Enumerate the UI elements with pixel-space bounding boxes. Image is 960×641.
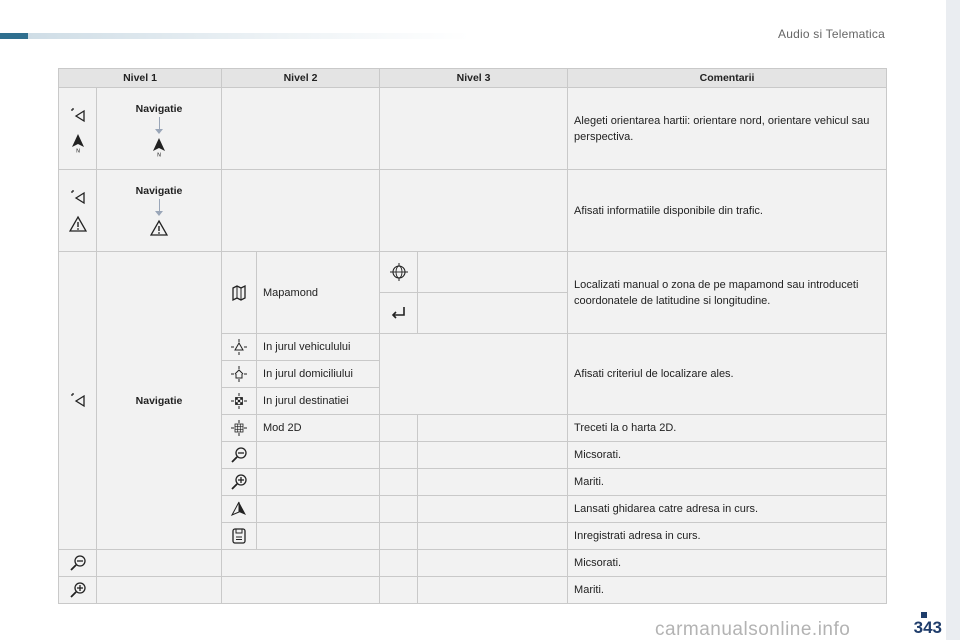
- level3-empty-cell: [380, 496, 418, 523]
- level2-empty-cell: [257, 496, 380, 523]
- level3-empty-cell: [418, 442, 568, 469]
- comment-cell: Afisati criteriul de localizare ales.: [568, 334, 887, 415]
- enter-icon-cell: [380, 293, 418, 334]
- header-comentarii: Comentarii: [568, 69, 887, 88]
- side-strip: [946, 0, 960, 640]
- save-floppy-icon[interactable]: [230, 527, 248, 545]
- watermark: carmanualsonline.info: [655, 619, 851, 640]
- destination-flag-icon[interactable]: [230, 392, 248, 410]
- level2-empty-cell: [222, 170, 380, 252]
- comment-cell: Localizati manual o zona de pe mapamond sau introduceti coordonatele de latitudine si longitudine.: [568, 252, 887, 334]
- svg-text:N: N: [157, 152, 161, 157]
- home-crosshair-icon[interactable]: [230, 365, 248, 383]
- level3-empty-cell: [380, 442, 418, 469]
- arrow-down-icon: [155, 211, 163, 216]
- search-icon-cell: [222, 388, 257, 415]
- table-row: [59, 88, 887, 170]
- map-2d-icon[interactable]: [230, 419, 248, 437]
- zoom-icon-cell: [222, 469, 257, 496]
- mapamond-label: Mapamond: [257, 252, 380, 334]
- zoom-in-icon[interactable]: [69, 581, 87, 599]
- guidance-arrow-icon[interactable]: [230, 500, 248, 518]
- level3-empty-cell: [418, 496, 568, 523]
- level2-empty-cell: [257, 469, 380, 496]
- map-book-icon[interactable]: [230, 284, 248, 302]
- level3-empty-cell: [418, 252, 568, 293]
- navigation-arrow-icon[interactable]: [69, 107, 87, 125]
- comment-cell: Mariti.: [568, 577, 887, 604]
- table-header-row: [59, 69, 887, 88]
- header-accent-bar: [0, 33, 470, 39]
- guidance-icon-cell: [222, 496, 257, 523]
- navigation-arrow-icon[interactable]: [69, 189, 87, 207]
- level3-empty-cell: [380, 523, 418, 550]
- zoom-in-icon[interactable]: [230, 473, 248, 491]
- level3-empty-cell: [418, 415, 568, 442]
- comment-cell: Treceti la o harta 2D.: [568, 415, 887, 442]
- comment-cell: Micsorati.: [568, 550, 887, 577]
- comment-cell: Lansati ghidarea catre adresa in curs.: [568, 496, 887, 523]
- globe-icon-cell: [380, 252, 418, 293]
- globe-crosshair-icon[interactable]: [390, 263, 408, 281]
- traffic-warning-icon: [150, 219, 168, 237]
- level1-cell: [59, 252, 97, 550]
- table-row: [59, 170, 887, 252]
- north-up-icon[interactable]: [69, 133, 87, 151]
- level3-empty-cell: [380, 469, 418, 496]
- level2-cell: [97, 252, 222, 550]
- level2-empty-cell: [257, 523, 380, 550]
- header-nivel-2: Nivel 2: [222, 69, 380, 88]
- table-row: [59, 252, 887, 293]
- level2-empty-cell: [222, 577, 380, 604]
- domiciliu-label: In jurul domiciliului: [257, 361, 380, 388]
- level3-empty-cell: [380, 577, 418, 604]
- level3-empty-cell: [380, 550, 418, 577]
- vehicle-crosshair-icon[interactable]: [230, 338, 248, 356]
- north-up-icon: [150, 137, 168, 155]
- level3-empty-cell: [380, 88, 568, 170]
- level2-cell: [97, 170, 222, 252]
- comment-cell: Micsorati.: [568, 442, 887, 469]
- comment-cell: Mariti.: [568, 469, 887, 496]
- level1-empty-cell: [97, 550, 222, 577]
- zoom-icon-cell: [222, 442, 257, 469]
- level3-empty-cell: [380, 415, 418, 442]
- comment-cell: Afisati informatiile disponibile din trafic.: [568, 170, 887, 252]
- vehicul-label: In jurul vehiculului: [257, 334, 380, 361]
- navigation-arrow-icon[interactable]: [69, 392, 87, 410]
- navigation-menu-table: [58, 68, 887, 604]
- traffic-warning-icon[interactable]: [69, 215, 87, 233]
- enter-return-icon[interactable]: [390, 304, 408, 322]
- search-icon-cell: [222, 361, 257, 388]
- arrow-line: [159, 117, 160, 129]
- zoom-out-icon[interactable]: [230, 446, 248, 464]
- level3-empty-cell: [380, 334, 568, 415]
- level3-empty-cell: [418, 469, 568, 496]
- map-icon-cell: [222, 252, 257, 334]
- zoom-out-icon[interactable]: [69, 554, 87, 572]
- header-nivel-3: Nivel 3: [380, 69, 568, 88]
- comment-cell: Inregistrati adresa in curs.: [568, 523, 887, 550]
- table-row: [59, 577, 887, 604]
- mod2d-label: Mod 2D: [257, 415, 380, 442]
- level2-empty-cell: [222, 88, 380, 170]
- level1-empty-cell: [97, 577, 222, 604]
- level1-cell: [59, 170, 97, 252]
- destinatie-label: In jurul destinatiei: [257, 388, 380, 415]
- level2-cell: [97, 88, 222, 170]
- level3-empty-cell: [418, 550, 568, 577]
- level1-cell: [59, 577, 97, 604]
- level2-label-navigatie: Navigatie: [135, 394, 183, 407]
- comment-cell: Alegeti orientarea hartii: orientare nord, orientare vehicul sau perspectiva.: [568, 88, 887, 170]
- arrow-line: [159, 199, 160, 211]
- level2-label-navigatie: Navigatie: [135, 102, 183, 115]
- level2-label-navigatie: Navigatie: [135, 184, 183, 197]
- table-row: [59, 550, 887, 577]
- search-icon-cell: [222, 334, 257, 361]
- level2-empty-cell: [222, 550, 380, 577]
- level1-cell: [59, 88, 97, 170]
- level2-empty-cell: [257, 442, 380, 469]
- svg-text:N: N: [75, 148, 80, 153]
- page-number: 343: [913, 618, 942, 637]
- save-icon-cell: [222, 523, 257, 550]
- level3-empty-cell: [418, 293, 568, 334]
- level3-empty-cell: [418, 523, 568, 550]
- level3-empty-cell: [380, 170, 568, 252]
- search-icon-cell: [222, 415, 257, 442]
- level1-cell: [59, 550, 97, 577]
- level3-empty-cell: [418, 577, 568, 604]
- section-title: Audio si Telematica: [778, 27, 885, 41]
- header-nivel-1: Nivel 1: [59, 69, 222, 88]
- arrow-down-icon: [155, 129, 163, 134]
